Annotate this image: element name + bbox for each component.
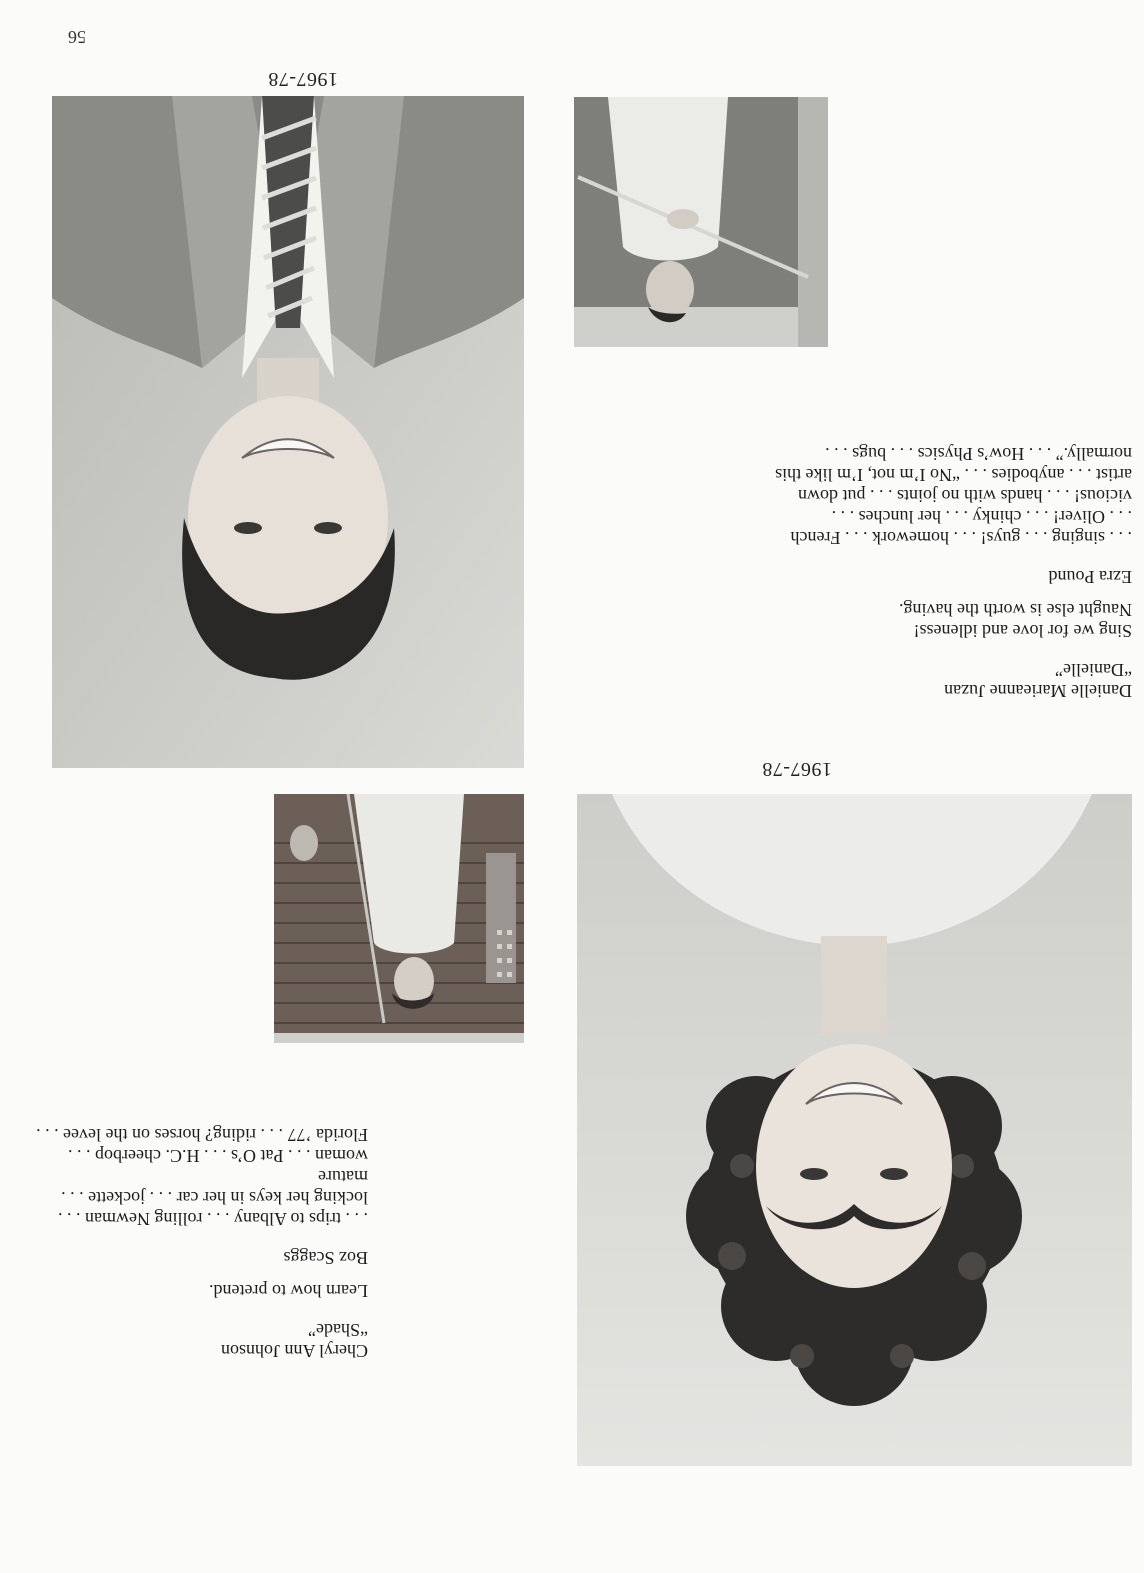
senior-entry-shade <box>18 1124 368 1361</box>
quote-author: Boz Scaggs <box>283 1248 368 1268</box>
memory-line: vicious! . . . hands with no joints . . . put down <box>798 486 1132 506</box>
senior-quote <box>572 599 1132 641</box>
student-nickname: “Shade” <box>308 1320 368 1340</box>
quote-author: Ezra Pound <box>1048 567 1132 587</box>
memory-line: artist . . . anybodies . . . “No I’m not, I’m like this <box>775 465 1132 485</box>
senior-entry-danielle <box>572 443 1132 701</box>
memory-line: . . . Oliver! . . . chinky . . . her lunches . . . <box>831 507 1132 527</box>
quote-line: Sing we for love and idleness! <box>913 621 1132 641</box>
senior-memories <box>18 1124 368 1229</box>
memory-line: . . . singing . . . guys! . . . homework . . . French <box>790 528 1132 548</box>
page-number: 56 <box>68 27 86 47</box>
quote-line: Naught else is worth the having. <box>899 600 1132 620</box>
class-year-label: 1967-78 <box>267 68 338 90</box>
candid-photo <box>274 794 524 1043</box>
memory-line: woman . . . Pat O’s . . . H.C. cheerbop . . . <box>68 1146 368 1166</box>
class-year-label: 1967-78 <box>761 758 832 780</box>
senior-portrait-photo <box>52 96 524 768</box>
student-name: Danielle Marieanne Juzan <box>944 681 1132 701</box>
senior-memories <box>572 443 1132 548</box>
memory-line: Florida ’77 . . . riding? horses on the levee . . . <box>36 1125 368 1145</box>
memory-line: . . . trips to Albany . . . rolling Newman . . . <box>58 1209 368 1229</box>
student-name: Cheryl Ann Johnson <box>220 1341 368 1361</box>
senior-quote: Learn how to pretend. <box>209 1281 368 1301</box>
memory-line: locking her keys in her car . . . jockette . . . mature <box>61 1167 368 1208</box>
memory-line: normally.” . . . How’s Physics . . . bugs . . . <box>825 444 1132 464</box>
senior-portrait-photo <box>577 794 1132 1466</box>
student-nickname: “Danielle” <box>1055 660 1132 680</box>
candid-photo <box>574 97 828 347</box>
